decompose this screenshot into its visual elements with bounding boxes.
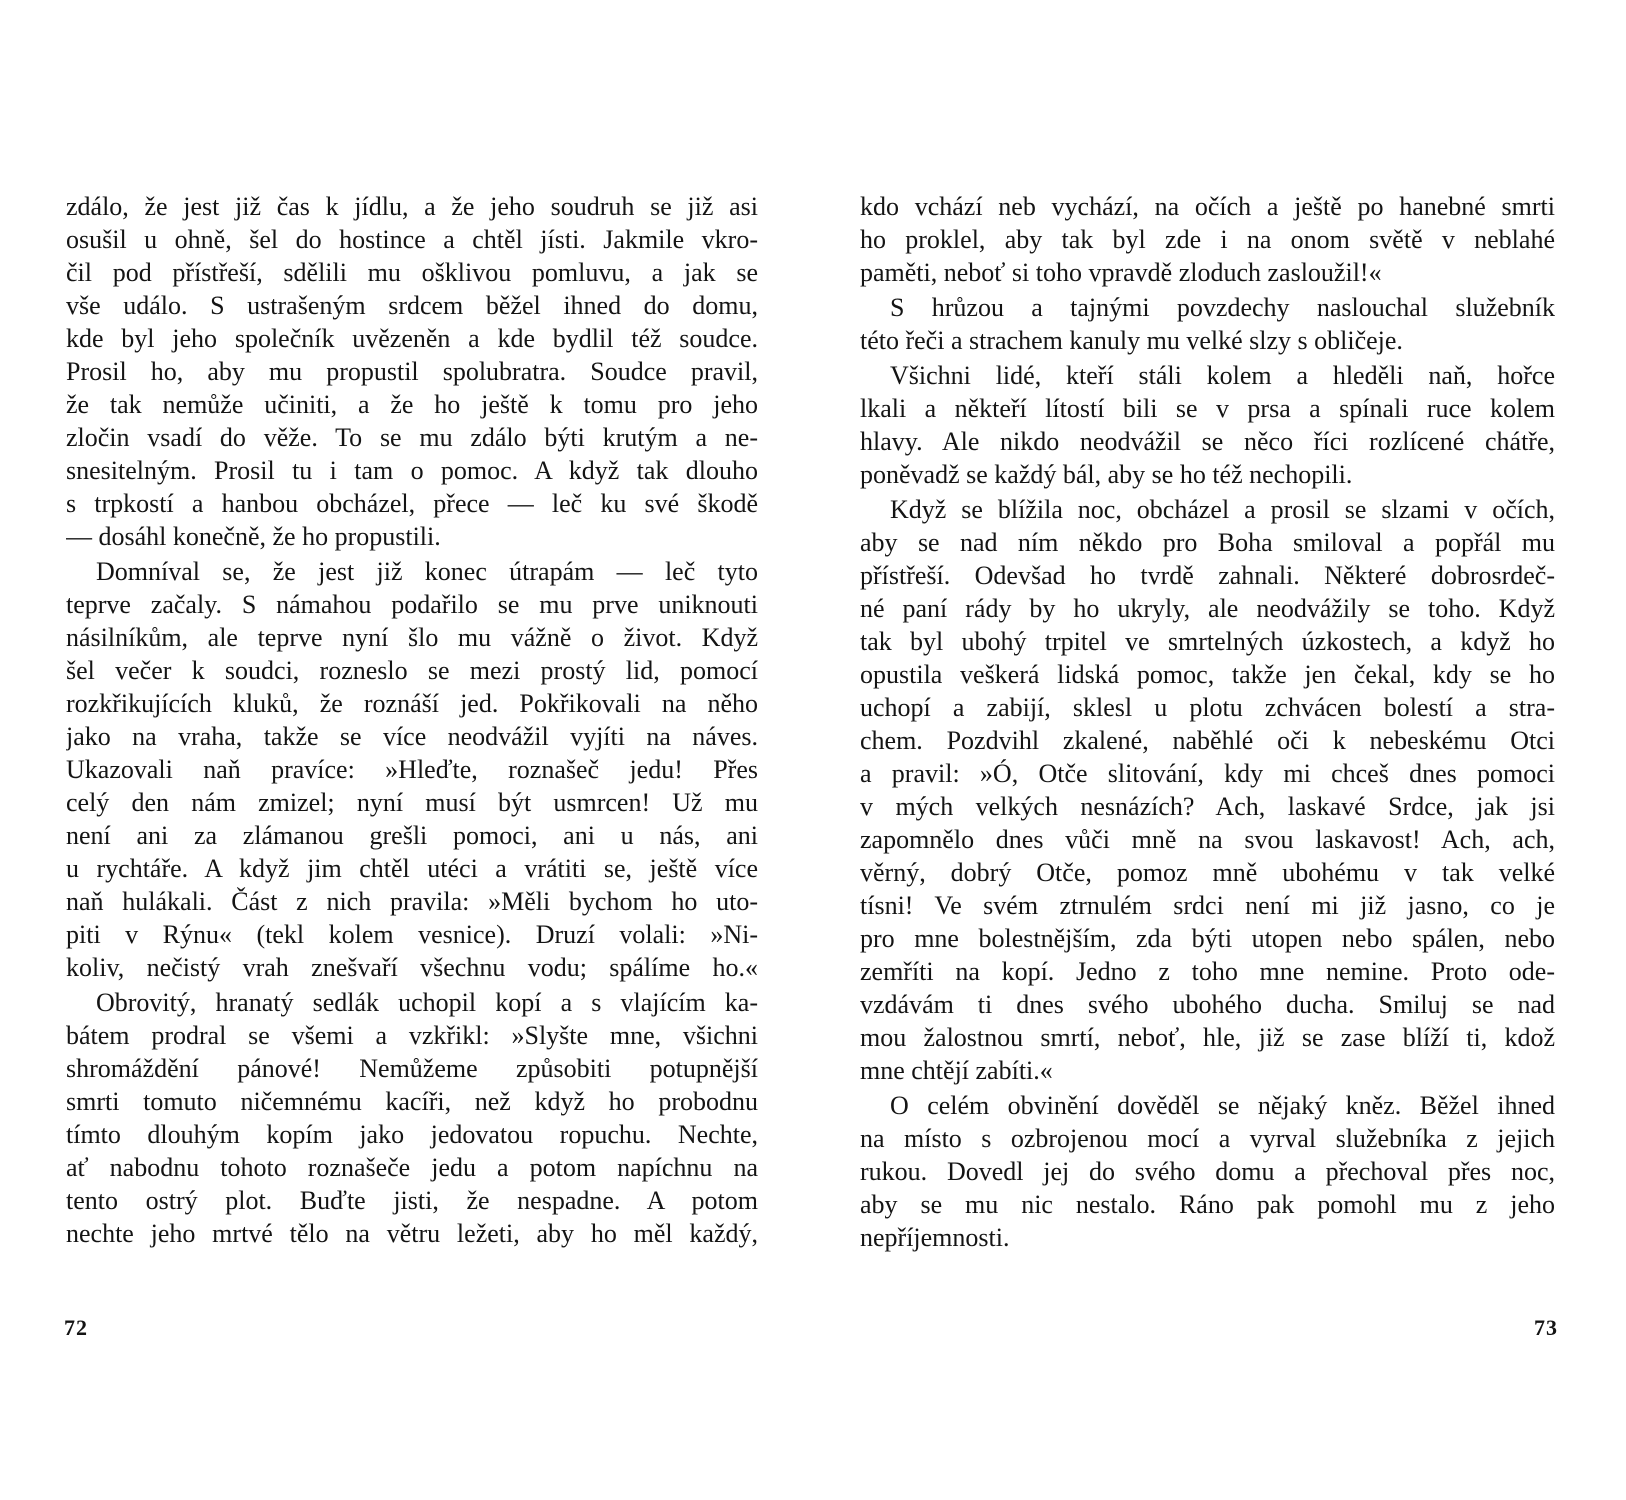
text-line: u rychtáře. A když jim chtěl utéci a vrátiti se, ještě více	[66, 854, 758, 883]
right-page-text	[860, 190, 1555, 1254]
text-line: celý den nám zmizel; nyní musí být usmrcen! Už mu	[66, 788, 758, 817]
text-line: této řeči a strachem kanuly mu velké slzy s obličeje.	[860, 326, 1403, 355]
text-line: zapomnělo dnes vůči mně na svou laskavost! Ach, ach,	[860, 825, 1555, 854]
text-line: uchopí a zabijí, sklesl u plotu zchvácen bolestí a stra-	[860, 693, 1555, 722]
text-line: s trpkostí a hanbou obcházel, přece — leč ku své škodě	[66, 489, 758, 518]
paragraph-start-line: Všichni lidé, kteří stáli kolem a hleděli naň, hořce	[890, 361, 1555, 390]
text-line: piti v Rýnu« (tekl kolem vesnice). Druzí volali: »Ni-	[66, 920, 758, 949]
text-line: smrti tomuto ničemnému kacíři, než když ho probodnu	[66, 1087, 758, 1116]
paragraph-start-line: S hrůzou a tajnými povzdechy naslouchal služebník	[890, 293, 1555, 322]
text-line: chem. Pozdvihl zkalené, naběhlé oči k nebeskému Otci	[860, 726, 1555, 755]
text-line: poněvadž se každý bál, aby se ho též nechopili.	[860, 460, 1353, 489]
text-line: Ukazovali naň pravíce: »Hleďte, roznašeč jedu! Přes	[66, 755, 758, 784]
text-line: mou žalostnou smrtí, neboť, hle, již se zase blíží ti, kdož	[860, 1023, 1555, 1052]
page-number: 72	[64, 1315, 88, 1340]
text-line: Prosil ho, aby mu propustil spolubratra. Soudce pravil,	[66, 357, 758, 386]
text-line: zdálo, že jest již čas k jídlu, a že jeho soudruh se již asi	[66, 192, 758, 221]
text-line: a pravil: »Ó, Otče slitování, kdy mi chceš dnes pomoci	[860, 759, 1555, 788]
paragraph-start-line: Domníval se, že jest již konec útrapám — leč tyto	[96, 557, 758, 586]
left-page-text	[66, 190, 758, 1250]
text-line: ať nabodnu tohoto roznašeče jedu a potom napíchnu na	[66, 1153, 758, 1182]
text-line: zločin vsadí do věže. To se mu zdálo býti krutým a ne-	[66, 423, 758, 452]
text-line: přístřeší. Odevšad ho tvrdě zahnali. Některé dobrosrdeč-	[860, 561, 1555, 590]
paragraph-start-line: Když se blížila noc, obcházel a prosil se slzami v očích,	[890, 495, 1555, 524]
text-line: v mých velkých nesnázích? Ach, laskavé Srdce, jak jsi	[860, 792, 1555, 821]
text-line: hlavy. Ale nikdo neodvážil se něco říci rozlícené chátře,	[860, 427, 1555, 456]
text-line: aby se nad ním někdo pro Boha smiloval a popřál mu	[860, 528, 1555, 557]
text-line: rozkřikujících kluků, že roznáší jed. Pokřikovali na něho	[66, 689, 758, 718]
text-line: bátem prodral se všemi a vzkřikl: »Slyšte mne, všichni	[66, 1021, 758, 1050]
text-line: vzdávám ti dnes svého ubohého ducha. Smiluj se nad	[860, 990, 1555, 1019]
text-line: paměti, neboť si toho vpravdě zloduch zasloužil!«	[860, 258, 1382, 287]
paragraph-start-line: Obrovitý, hranatý sedlák uchopil kopí a s vlajícím ka-	[96, 988, 758, 1017]
text-line: čil pod přístřeší, sdělili mu ošklivou pomluvu, a jak se	[66, 258, 758, 287]
text-line: osušil u ohně, šel do hostince a chtěl jísti. Jakmile vkro-	[66, 225, 758, 254]
text-line: není ani za zlámanou grešli pomoci, ani u nás, ani	[66, 821, 758, 850]
text-line: pro mne bolestnějším, zda býti utopen nebo spálen, nebo	[860, 924, 1555, 953]
text-line: na místo s ozbrojenou mocí a vyrval služebníka z jejich	[860, 1124, 1555, 1153]
text-line: zemříti na kopí. Jedno z toho mne nemine. Proto ode-	[860, 957, 1555, 986]
text-line: teprve začaly. S námahou podařilo se mu prve uniknouti	[66, 590, 758, 619]
text-line: koliv, nečistý vrah znešvaří všechnu vodu; spálíme ho.«	[66, 953, 758, 982]
text-line: lkali a někteří lítostí bili se v prsa a spínali ruce kolem	[860, 394, 1555, 423]
text-line: šel večer k soudci, rozneslo se mezi prostý lid, pomocí	[66, 656, 758, 685]
text-line: tento ostrý plot. Buďte jisti, že nespadne. A potom	[66, 1186, 758, 1215]
text-line: tísni! Ve svém ztrnulém srdci není mi již jasno, co je	[860, 891, 1555, 920]
text-line: tímto dlouhým kopím jako jedovatou ropuchu. Nechte,	[66, 1120, 758, 1149]
text-line: né paní rády by ho ukryly, ale neodvážily se toho. Když	[860, 594, 1555, 623]
text-line: kde byl jeho společník uvězeněn a kde bydlil též soudce.	[66, 324, 758, 353]
text-line: že tak nemůže učiniti, a že ho ještě k tomu pro jeho	[66, 390, 758, 419]
text-line: mne chtějí zabíti.«	[860, 1056, 1053, 1085]
text-line: opustila veškerá lidská pomoc, takže jen čekal, kdy se ho	[860, 660, 1555, 689]
page-number: 73	[1534, 1315, 1558, 1340]
text-line: aby se mu nic nestalo. Ráno pak pomohl mu z jeho	[860, 1190, 1555, 1219]
text-line: jako na vraha, takže se více neodvážil vyjíti na náves.	[66, 722, 758, 751]
text-line: snesitelným. Prosil tu i tam o pomoc. A když tak dlouho	[66, 456, 758, 485]
right-page	[813, 0, 1626, 1500]
text-line: kdo vchází neb vychází, na očích a ještě po hanebné smrti	[860, 192, 1555, 221]
text-line: — dosáhl konečně, že ho propustili.	[66, 522, 441, 551]
text-line: naň hulákali. Část z nich pravila: »Měli bychom ho uto-	[66, 887, 758, 916]
text-line: nechte jeho mrtvé tělo na větru ležeti, aby ho měl každý,	[66, 1219, 758, 1248]
text-line: násilníkům, ale teprve nyní šlo mu vážně o život. Když	[66, 623, 758, 652]
text-line: shromáždění pánové! Nemůžeme způsobiti potupnější	[66, 1054, 758, 1083]
text-line: věrný, dobrý Otče, pomoz mně ubohému v tak velké	[860, 858, 1555, 887]
text-line: ho proklel, aby tak byl zde i na onom světě v neblahé	[860, 225, 1555, 254]
paragraph-start-line: O celém obvinění dověděl se nějaký kněz. Běžel ihned	[890, 1091, 1555, 1120]
text-line: vše událo. S ustrašeným srdcem běžel ihned do domu,	[66, 291, 758, 320]
text-line: rukou. Dovedl jej do svého domu a přechoval přes noc,	[860, 1157, 1555, 1186]
text-line: tak byl ubohý trpitel ve smrtelných úzkostech, a když ho	[860, 627, 1555, 656]
text-line: nepříjemnosti.	[860, 1223, 1010, 1252]
